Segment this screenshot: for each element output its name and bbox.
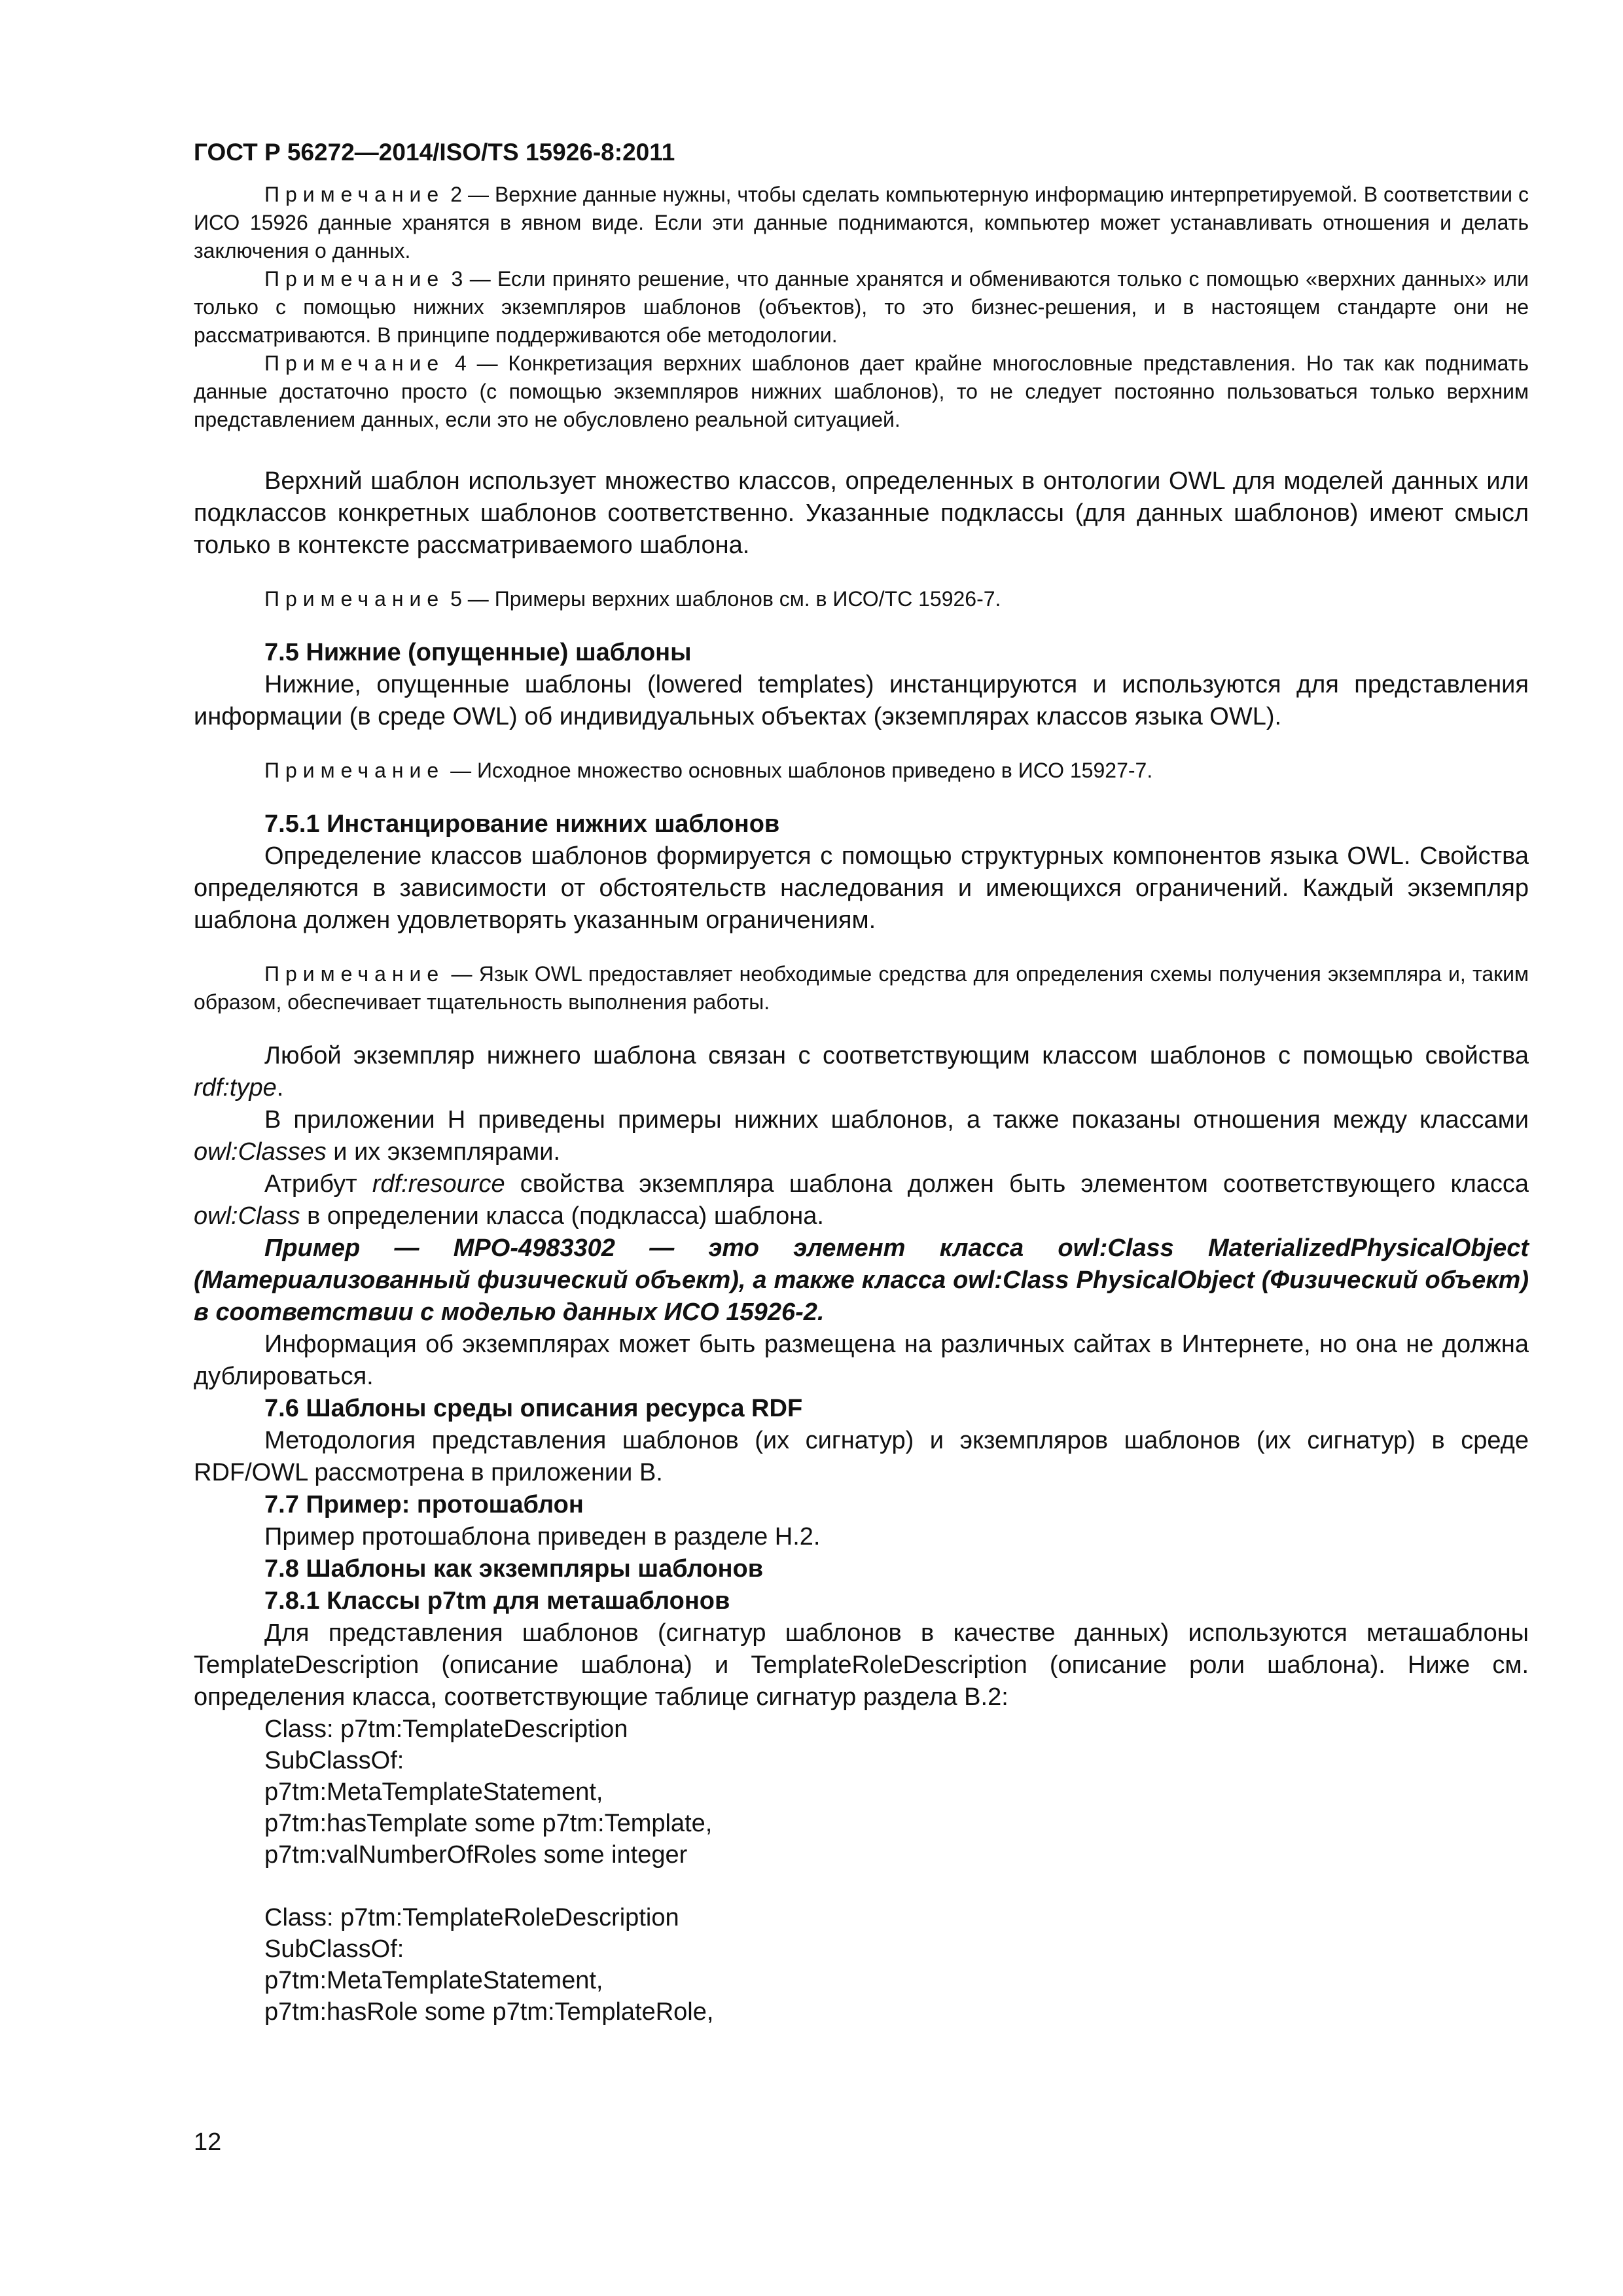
code-line: Class: p7tm:TemplateDescription	[264, 1715, 628, 1743]
note-text: 2 — Верхние данные нужны, чтобы сделать компьютерную информацию интерпретируемой. В соответствии с ИСО 15926 данные хранятся в явном виде. Если эти данные поднимаются, компьютер может устанавливать отношения и делать заключения о данных.	[194, 183, 1529, 262]
text-run: .	[276, 1074, 284, 1102]
note-7-5	[194, 757, 1529, 785]
paragraph-upper-template: Верхний шаблон использует множество классов, определенных в онтологии OWL для моделей данных или подклассов конкретных шаблонов соответственно. Указанные подклассы (для данных шаблонов) имеют смысл только в контексте рассматриваемого шаблона.	[194, 467, 1529, 559]
text-run: и их экземплярами.	[326, 1138, 561, 1166]
section-heading-7-7: 7.7 Пример: протошаблон	[264, 1491, 584, 1518]
note-2	[194, 181, 1529, 265]
paragraph-owl-classes	[194, 1104, 1529, 1168]
note-label: Примечание	[264, 183, 445, 206]
note-label: Примечание	[264, 267, 445, 291]
code-line: p7tm:valNumberOfRoles some integer	[264, 1841, 688, 1869]
term-owl-class: owl:Class	[194, 1202, 300, 1230]
document-header: ГОСТ Р 56272—2014/ISO/TS 15926-8:2011	[194, 139, 675, 166]
paragraph-7-8-1: Для представления шаблонов (сигнатур шаблонов в качестве данных) используются меташаблоны TemplateDescription (описание шаблона) и TemplateRoleDescription (описание роли шаблона). Ниже см. определения класса, соответствующие таблице сигнатур раздела В.2:	[194, 1619, 1529, 1711]
code-line: SubClassOf:	[264, 1747, 404, 1774]
text-run: Атрибут	[264, 1170, 372, 1198]
section-heading-7-6: 7.6 Шаблоны среды описания ресурса RDF	[264, 1395, 803, 1422]
paragraph-7-6: Методология представления шаблонов (их сигнатур) и экземпляров шаблонов (их сигнатур) в среде RDF/OWL рассмотрена в приложении В.	[194, 1427, 1529, 1486]
note-text: 4 — Конкретизация верхних шаблонов дает крайне многословные представления. Но так как поднимать данные достаточно просто (с помощью экземпляров нижних шаблонов), то не следует постоянно пользоваться только верхним представлением данных, если это не обусловлено реальной ситуацией.	[194, 351, 1529, 431]
text-run: свойства экземпляра шаблона должен быть элементом соответствующего класса	[505, 1170, 1529, 1198]
note-5	[194, 585, 1529, 613]
section-heading-7-5: 7.5 Нижние (опущенные) шаблоны	[264, 639, 692, 666]
document-page	[194, 137, 1529, 2028]
note-4	[194, 350, 1529, 434]
note-label: Примечание	[264, 351, 445, 375]
text-run: в определении класса (подкласса) шаблона.	[300, 1202, 824, 1230]
note-text: — Исходное множество основных шаблонов приведено в ИСО 15927-7.	[444, 759, 1153, 782]
note-label: Примечание	[264, 962, 445, 986]
note-label: Примечание	[264, 587, 445, 611]
page-number: 12	[194, 2128, 222, 2156]
section-heading-7-8-1: 7.8.1 Классы p7tm для меташаблонов	[264, 1587, 730, 1615]
term-rdf-type: rdf:type	[194, 1074, 277, 1102]
section-heading-7-8: 7.8 Шаблоны как экземпляры шаблонов	[264, 1555, 764, 1583]
note-3	[194, 265, 1529, 350]
code-line: p7tm:MetaTemplateStatement,	[264, 1967, 603, 1994]
term-owl-classes: owl:Classes	[194, 1138, 327, 1166]
code-line: SubClassOf:	[264, 1935, 404, 1963]
paragraph-7-7: Пример протошаблона приведен в разделе Н.2.	[264, 1523, 821, 1551]
paragraph-internet: Информация об экземплярах может быть размещена на различных сайтах в Интернете, но она не должна дублироваться.	[194, 1331, 1529, 1390]
text-run: В приложении Н приведены примеры нижних шаблонов, а также показаны отношения между классами	[264, 1106, 1529, 1134]
code-line: p7tm:hasTemplate some p7tm:Template,	[264, 1810, 713, 1837]
text-run: Любой экземпляр нижнего шаблона связан с соответствующим классом шаблонов с помощью свойства	[264, 1042, 1529, 1069]
note-7-5-1	[194, 960, 1529, 1016]
note-text: 5 — Примеры верхних шаблонов см. в ИСО/ТС 15926-7.	[444, 587, 1001, 611]
paragraph-rdf-type	[194, 1040, 1529, 1104]
note-text: — Язык OWL предоставляет необходимые средства для определения схемы получения экземпляра и, таким образом, обеспечивает тщательность выполнения работы.	[194, 962, 1529, 1014]
example-mpo: Пример — MPO-4983302 — это элемент класса owl:Class MaterializedPhysicalObject (Материализованный физический объект), а также класса owl:Class PhysicalObject (Физический объект) в соответствии с моделью данных ИСО 15926-2.	[194, 1234, 1529, 1326]
section-heading-7-5-1: 7.5.1 Инстанцирование нижних шаблонов	[264, 810, 780, 838]
paragraph-7-5-1: Определение классов шаблонов формируется с помощью структурных компонентов языка OWL. Свойства определяются в зависимости от обстоятельств наследования и имеющихся ограничений. Каждый экземпляр шаблона должен удовлетворять указанным ограничениям.	[194, 842, 1529, 934]
code-line: p7tm:hasRole some p7tm:TemplateRole,	[264, 1998, 714, 2026]
code-line: p7tm:MetaTemplateStatement,	[264, 1778, 603, 1806]
note-text: 3 — Если принято решение, что данные хранятся и обмениваются только с помощью «верхних данных» или только с помощью нижних экземпляров шаблонов (объектов), то это бизнес-решения, и в настоящем стандарте они не рассматриваются. В принципе поддерживаются обе методологии.	[194, 267, 1529, 347]
note-label: Примечание	[264, 759, 445, 782]
paragraph-rdf-resource	[194, 1168, 1529, 1232]
code-line: Class: p7tm:TemplateRoleDescription	[264, 1904, 679, 1931]
term-rdf-resource: rdf:resource	[372, 1170, 505, 1198]
paragraph-7-5: Нижние, опущенные шаблоны (lowered templates) инстанцируются и используются для представления информации (в среде OWL) об индивидуальных объектах (экземплярах классов языка OWL).	[194, 671, 1529, 730]
